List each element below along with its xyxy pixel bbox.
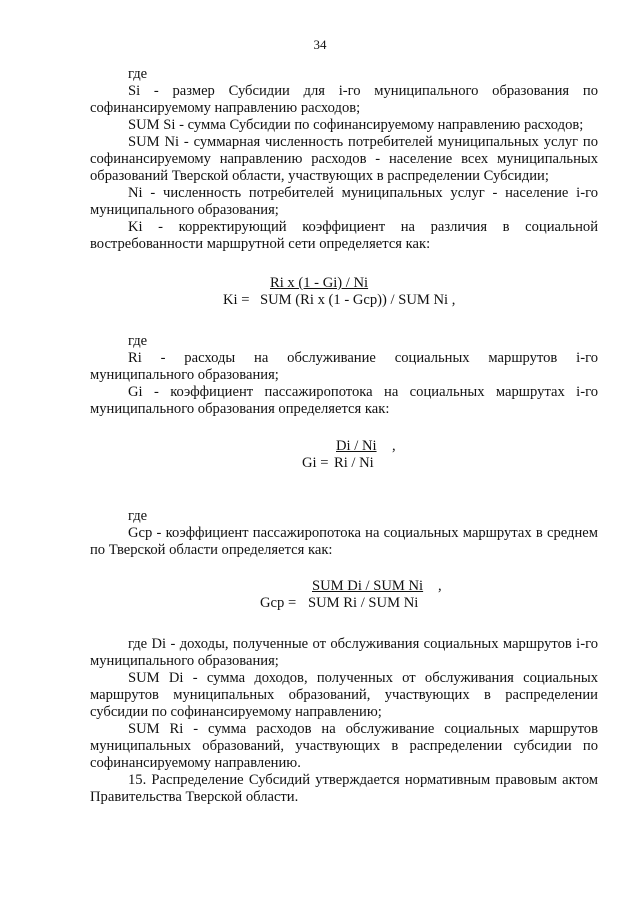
where-label: где: [128, 333, 148, 349]
formula-ki-lhs: Ki =: [223, 292, 250, 308]
definition-ki: Ki - корректирующий коэффициент на различия в социальной востребованности маршрутной сети определяется как:: [90, 219, 598, 252]
definition-gi: Gi - коэффициент пассажиропотока на социальных маршрутах i-го муниципального образования определяется как:: [90, 384, 598, 417]
definition-sum-si: SUM Si - сумма Субсидии по софинансируемому направлению расходов;: [128, 117, 584, 133]
formula-gi: [90, 438, 598, 478]
formula-gi-lhs: Gi =: [302, 455, 329, 471]
definition-ri: Ri - расходы на обслуживание социальных маршрутов i-го муниципального образования;: [90, 350, 598, 383]
formula-gi-comma: ,: [392, 438, 396, 454]
clause-15: 15. Распределение Субсидий утверждается нормативным правовым актом Правительства Тверской области.: [90, 772, 598, 805]
definition-gcp: Gcp - коэффициент пассажиропотока на социальных маршрутах в среднем по Тверской области определяется как:: [90, 525, 598, 558]
definition-sum-ni: SUM Ni - суммарная численность потребителей муниципальных услуг по софинансируемому направлению расходов - население всех муниципальных образований Тверской области, участвующих в распределении Субсидии;: [90, 134, 598, 184]
formula-gcp-comma: ,: [438, 578, 442, 594]
formula-gi-numerator: Di / Ni: [336, 438, 377, 454]
formula-gi-denominator: Ri / Ni: [334, 455, 374, 471]
formula-gcp-lhs: Gcp =: [260, 595, 297, 611]
page-number: 34: [313, 37, 327, 52]
formula-ki-denominator: SUM (Ri x (1 - Gcp)) / SUM Ni ,: [260, 292, 456, 308]
formula-ki-numerator: Ri x (1 - Gi) / Ni: [270, 275, 369, 291]
document-body: [90, 66, 598, 806]
definition-sum-ri: SUM Ri - сумма расходов на обслуживание социальных маршрутов муниципальных образований, участвующих в распределении субсидии по софинансируемому направлению.: [90, 721, 598, 771]
formula-gcp-numerator: SUM Di / SUM Ni: [312, 578, 424, 594]
formula-gcp: [90, 578, 598, 618]
where-label: где: [128, 508, 148, 524]
where-label: где: [128, 66, 148, 82]
definition-si: Si - размер Субсидии для i-го муниципального образования по софинансируемому направлению расходов;: [90, 83, 598, 116]
formula-gcp-denominator: SUM Ri / SUM Ni: [308, 595, 419, 611]
definition-ni: Ni - численность потребителей муниципальных услуг - население i-го муниципального образования;: [90, 185, 598, 218]
definition-di: где Di - доходы, полученные от обслуживания социальных маршрутов i-го муниципального образования;: [90, 636, 598, 669]
formula-ki: [90, 275, 598, 315]
definition-sum-di: SUM Di - сумма доходов, полученных от обслуживания социальных маршрутов муниципальных образований, участвующих в распределении субсидии по софинансируемому направлению;: [90, 670, 598, 720]
